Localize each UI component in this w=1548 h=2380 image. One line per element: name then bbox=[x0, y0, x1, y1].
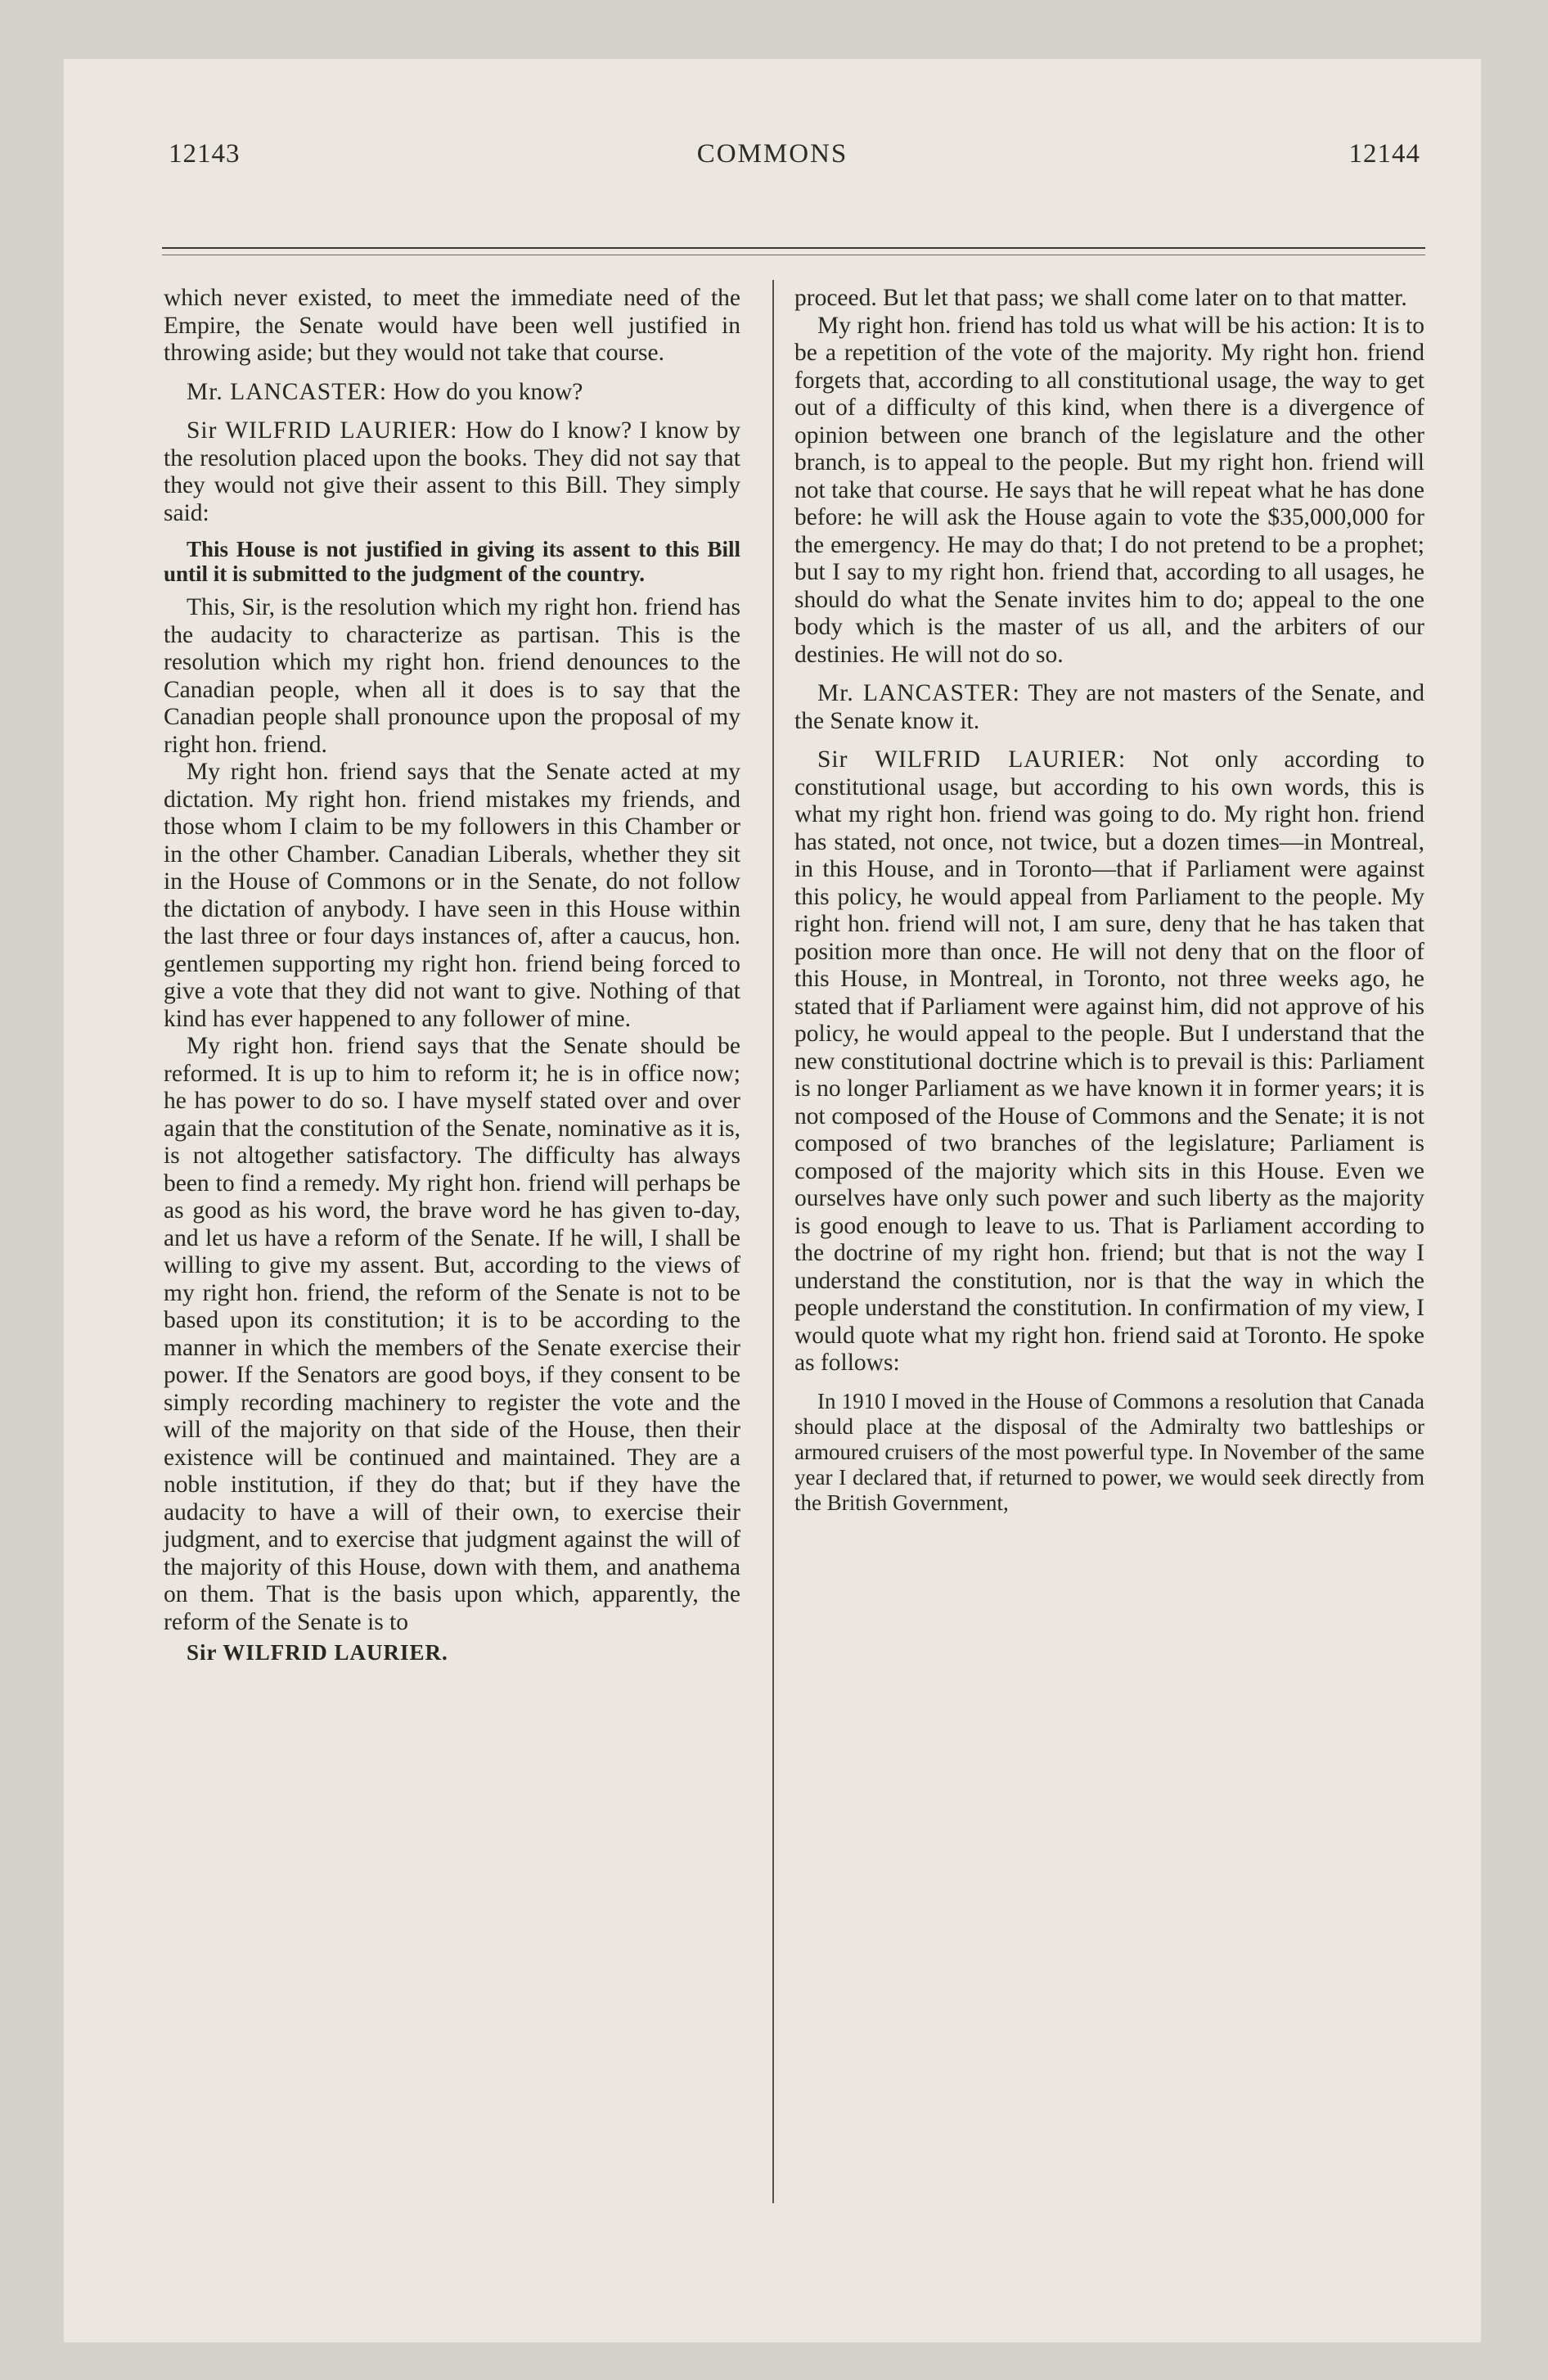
left-page-number: 12143 bbox=[169, 139, 241, 169]
paragraph bbox=[164, 417, 740, 527]
speaker-name: Mr. LANCASTER: bbox=[817, 680, 1020, 706]
speech-text: How do you know? bbox=[387, 378, 583, 405]
paragraph: proceed. But let that pass; we shall come later on to that matter. bbox=[794, 285, 1407, 311]
page-header bbox=[64, 139, 1481, 196]
block-quote: This House is not justified in giving its assent to this Bill until it is submitted to the judgment of the country. bbox=[164, 537, 740, 586]
header-rule bbox=[162, 247, 1425, 249]
speaker-name: Sir WILFRID LAURIER: bbox=[187, 417, 458, 444]
running-head: COMMONS bbox=[696, 139, 848, 169]
paragraph bbox=[794, 746, 1424, 1377]
column-divider bbox=[772, 280, 774, 2203]
paragraph: which never existed, to meet the immediate need of the Empire, the Senate would have been well justified in throwing aside; but they would not take that course. bbox=[164, 285, 740, 366]
paragraph: This, Sir, is the resolution which my right hon. friend has the audacity to characterize as partisan. This is the resolution which my right hon. friend denounces to the Canadian people, when all it does is to say that the Canadian people shall pronounce upon the proposal of my right hon. friend. bbox=[164, 594, 740, 758]
paragraph: My right hon. friend says that the Senate should be reformed. It is up to him to reform it; he is in office now; he has power to do so. I have myself stated over and over again that the constitution of the Senate, nominative as it is, is not altogether satisfactory. The difficulty has always been to find a remedy. My right hon. friend will perhaps be as good as his word, the brave word he has given to-day, and let us have a reform of the Senate. If he will, I shall be willing to give my assent. But, according to the views of my right hon. friend, the reform of the Senate is not to be based upon its constitution; it is to be according to the manner in which the members of the Senate exercise their power. If the Senators are good boys, if they consent to be simply recording machinery to register the vote and the will of the majority on that side of the House, then their existence will be continued and maintained. They are a noble institution, if they do that; but if they have the audacity to have a will of their own, to exercise their judgment, and to exercise that judgment against the will of the majority of this House, down with them, and anathema on them. That is the basis upon which, apparently, the reform of the Senate is to bbox=[164, 1033, 740, 1635]
speech-text: How do I know? I know by the resolution placed upon the books. They did not say that they would not give their assent to this Bill. They simply said: bbox=[164, 417, 741, 526]
page bbox=[64, 59, 1481, 2342]
right-page-number: 12144 bbox=[1348, 139, 1420, 169]
paragraph bbox=[794, 680, 1424, 735]
block-quote: In 1910 I moved in the House of Commons a resolution that Canada should place at the disposal of the Admiralty two battleships or armoured cruisers of the most powerful type. In November of the same year I declared that, if returned to power, we would seek directly from the British Government, bbox=[794, 1388, 1424, 1515]
paragraph: My right hon. friend has told us what will be his action: It is to be a repetition of the vote of the majority. My right hon. friend forgets that, according to all constitutional usage, the way to get out of a difficulty of this kind, when there is a divergence of opinion between one branch of the legislature and the other branch, is to appeal to the people. But my right hon. friend will not take that course. He says that he will repeat what he has done before: he will ask the House again to vote the $35,000,000 for the emergency. He may do that; I do not pretend to be a prophet; but I say to my right hon. friend that, according to all usages, he should do what the Senate invites him to do; appeal to the one body which is the master of us all, and the arbiters of our destinies. He will not do so. bbox=[794, 312, 1424, 668]
right-column bbox=[794, 285, 1424, 1516]
speech-text: Not only according to constitutional usage, but according to his own words, this is what my right hon. friend was going to do. My right hon. friend has stated, not once, not twice, but a dozen times—in Montreal, in this House, and in Toronto—that if Parliament were against this policy, he would appeal from Parliament to the people. My right hon. friend will not, I am sure, deny that he has taken that position more than once. He will not deny that on the floor of this House, in Montreal, in Toronto, not three weeks ago, he stated that if Parliament were against him, did not approve of his policy, he would appeal to the people. But I understand that the new constitutional doctrine which is to prevail is this: Parliament is no longer Parliament as we have known it in former years; it is not composed of the House of Commons and the Senate; it is not composed of two branches of the legislature; Parliament is composed of the majority which sits in this House. Even we ourselves have only such power and such liberty as the majority is good enough to leave to us. That is Parliament according to the doctrine of my right hon. friend; but that is not the way I understand the constitution, nor is that the way in which the people understand the constitution. In confirmation of my view, I would quote what my right hon. friend said at Toronto. He spoke as follows: bbox=[794, 746, 1424, 1376]
left-column bbox=[164, 285, 740, 1667]
speaker-name: Sir WILFRID LAURIER: bbox=[817, 746, 1127, 773]
paragraph: My right hon. friend says that the Senate acted at my dictation. My right hon. friend mistakes my friends, and those whom I claim to be my followers in this Chamber or in the other Chamber. Canadian Liberals, whether they sit in the House of Commons or in the Senate, do not follow the dictation of anybody. I have seen in this House within the last three or four days instances of, after a caucus, hon. gentlemen supporting my right hon. friend being forced to give a vote that they did not want to give. Nothing of that kind has ever happened to any follower of mine. bbox=[164, 759, 740, 1032]
speaker-name: Mr. LANCASTER: bbox=[187, 378, 388, 405]
speech-text: They are not masters of the Senate, and the Senate know it. bbox=[794, 680, 1424, 734]
paragraph bbox=[164, 379, 740, 407]
signature-speaker: Sir WILFRID LAURIER. bbox=[187, 1640, 448, 1665]
